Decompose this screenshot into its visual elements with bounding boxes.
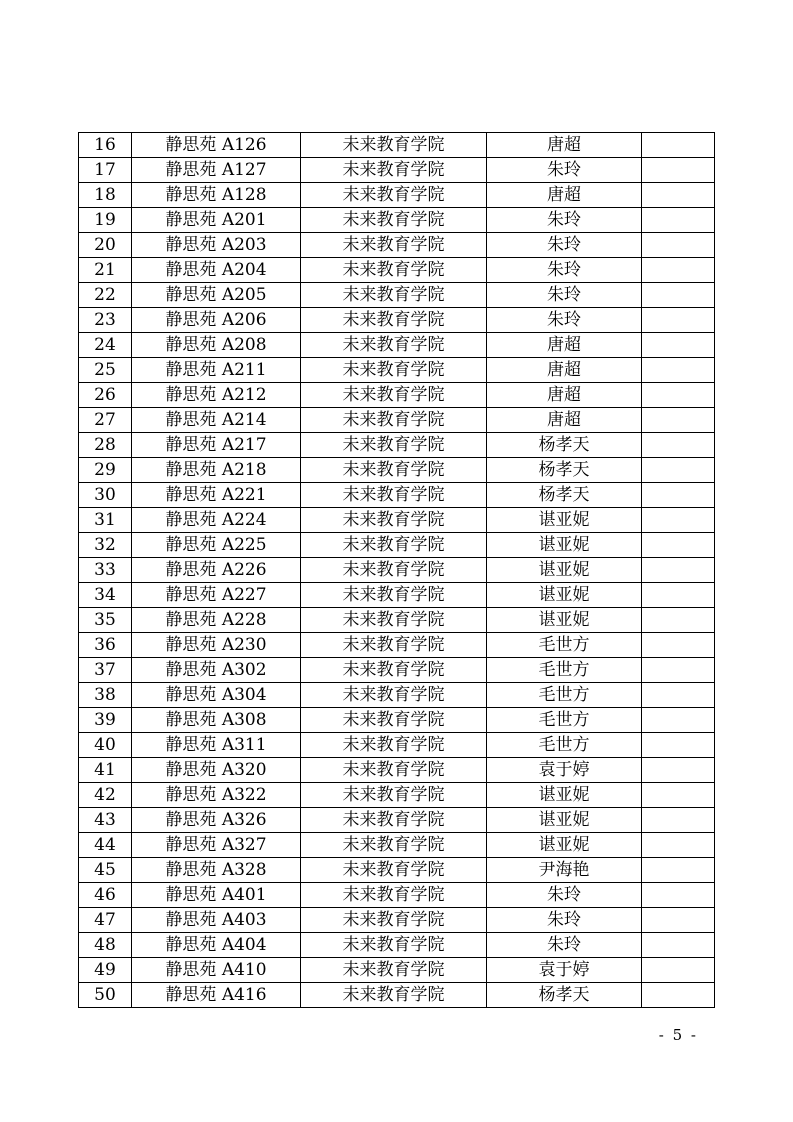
cell-number: 48	[79, 933, 132, 958]
cell-college: 未来教育学院	[301, 833, 487, 858]
page-number: - 5 -	[658, 1026, 698, 1044]
cell-note	[642, 158, 715, 183]
table-row	[79, 358, 715, 383]
cell-note	[642, 583, 715, 608]
cell-number: 43	[79, 808, 132, 833]
cell-number: 44	[79, 833, 132, 858]
cell-room: 静思苑 A203	[132, 233, 301, 258]
cell-note	[642, 533, 715, 558]
cell-number: 40	[79, 733, 132, 758]
cell-college: 未来教育学院	[301, 958, 487, 983]
cell-person: 毛世方	[487, 683, 642, 708]
cell-room: 静思苑 A322	[132, 783, 301, 808]
cell-room: 静思苑 A416	[132, 983, 301, 1008]
table-row	[79, 208, 715, 233]
cell-room: 静思苑 A228	[132, 608, 301, 633]
cell-number: 26	[79, 383, 132, 408]
cell-person: 袁于婷	[487, 958, 642, 983]
cell-room: 静思苑 A126	[132, 133, 301, 158]
cell-note	[642, 933, 715, 958]
cell-note	[642, 333, 715, 358]
cell-room: 静思苑 A326	[132, 808, 301, 833]
table-row	[79, 483, 715, 508]
cell-college: 未来教育学院	[301, 583, 487, 608]
cell-note	[642, 883, 715, 908]
cell-note	[642, 758, 715, 783]
cell-person: 唐超	[487, 183, 642, 208]
dormitory-table	[78, 132, 715, 1008]
cell-college: 未来教育学院	[301, 208, 487, 233]
cell-number: 29	[79, 458, 132, 483]
cell-note	[642, 383, 715, 408]
cell-person: 尹海艳	[487, 858, 642, 883]
cell-college: 未来教育学院	[301, 733, 487, 758]
cell-college: 未来教育学院	[301, 933, 487, 958]
cell-person: 朱玲	[487, 933, 642, 958]
table-row	[79, 383, 715, 408]
cell-person: 朱玲	[487, 208, 642, 233]
table-row	[79, 183, 715, 208]
cell-college: 未来教育学院	[301, 358, 487, 383]
table-row	[79, 608, 715, 633]
cell-room: 静思苑 A214	[132, 408, 301, 433]
cell-room: 静思苑 A311	[132, 733, 301, 758]
cell-college: 未来教育学院	[301, 308, 487, 333]
cell-number: 30	[79, 483, 132, 508]
cell-note	[642, 633, 715, 658]
table-row	[79, 458, 715, 483]
cell-number: 23	[79, 308, 132, 333]
cell-person: 唐超	[487, 133, 642, 158]
cell-number: 50	[79, 983, 132, 1008]
cell-room: 静思苑 A204	[132, 258, 301, 283]
table-row	[79, 683, 715, 708]
table-row	[79, 633, 715, 658]
cell-room: 静思苑 A302	[132, 658, 301, 683]
table-row	[79, 408, 715, 433]
cell-college: 未来教育学院	[301, 233, 487, 258]
cell-room: 静思苑 A320	[132, 758, 301, 783]
cell-college: 未来教育学院	[301, 683, 487, 708]
cell-number: 37	[79, 658, 132, 683]
cell-number: 17	[79, 158, 132, 183]
cell-college: 未来教育学院	[301, 808, 487, 833]
cell-room: 静思苑 A328	[132, 858, 301, 883]
cell-college: 未来教育学院	[301, 558, 487, 583]
cell-room: 静思苑 A227	[132, 583, 301, 608]
cell-room: 静思苑 A205	[132, 283, 301, 308]
cell-note	[642, 858, 715, 883]
table-row	[79, 308, 715, 333]
cell-room: 静思苑 A410	[132, 958, 301, 983]
cell-person: 唐超	[487, 383, 642, 408]
table-row	[79, 233, 715, 258]
cell-person: 谌亚妮	[487, 608, 642, 633]
cell-room: 静思苑 A221	[132, 483, 301, 508]
cell-person: 朱玲	[487, 308, 642, 333]
cell-person: 毛世方	[487, 708, 642, 733]
cell-person: 谌亚妮	[487, 783, 642, 808]
cell-person: 唐超	[487, 358, 642, 383]
cell-person: 谌亚妮	[487, 833, 642, 858]
cell-person: 毛世方	[487, 633, 642, 658]
cell-number: 18	[79, 183, 132, 208]
cell-note	[642, 558, 715, 583]
cell-room: 静思苑 A327	[132, 833, 301, 858]
table-row	[79, 533, 715, 558]
cell-college: 未来教育学院	[301, 283, 487, 308]
cell-note	[642, 908, 715, 933]
cell-college: 未来教育学院	[301, 433, 487, 458]
table-row	[79, 658, 715, 683]
cell-person: 朱玲	[487, 258, 642, 283]
cell-person: 毛世方	[487, 658, 642, 683]
cell-note	[642, 733, 715, 758]
cell-note	[642, 408, 715, 433]
cell-college: 未来教育学院	[301, 658, 487, 683]
cell-room: 静思苑 A128	[132, 183, 301, 208]
cell-number: 38	[79, 683, 132, 708]
cell-person: 杨孝天	[487, 433, 642, 458]
cell-note	[642, 308, 715, 333]
table-row	[79, 783, 715, 808]
table-row	[79, 933, 715, 958]
table-row	[79, 883, 715, 908]
cell-number: 24	[79, 333, 132, 358]
cell-note	[642, 133, 715, 158]
cell-person: 杨孝天	[487, 983, 642, 1008]
cell-person: 朱玲	[487, 158, 642, 183]
cell-college: 未来教育学院	[301, 908, 487, 933]
cell-college: 未来教育学院	[301, 758, 487, 783]
cell-room: 静思苑 A212	[132, 383, 301, 408]
cell-number: 34	[79, 583, 132, 608]
cell-note	[642, 358, 715, 383]
cell-number: 22	[79, 283, 132, 308]
cell-number: 35	[79, 608, 132, 633]
table-row	[79, 958, 715, 983]
cell-note	[642, 958, 715, 983]
cell-college: 未来教育学院	[301, 533, 487, 558]
cell-college: 未来教育学院	[301, 383, 487, 408]
cell-number: 33	[79, 558, 132, 583]
cell-person: 朱玲	[487, 283, 642, 308]
cell-note	[642, 458, 715, 483]
cell-note	[642, 658, 715, 683]
cell-note	[642, 833, 715, 858]
cell-person: 朱玲	[487, 908, 642, 933]
table-row	[79, 808, 715, 833]
cell-number: 47	[79, 908, 132, 933]
table-row	[79, 708, 715, 733]
cell-college: 未来教育学院	[301, 783, 487, 808]
cell-number: 19	[79, 208, 132, 233]
cell-room: 静思苑 A211	[132, 358, 301, 383]
table-row	[79, 508, 715, 533]
cell-person: 唐超	[487, 333, 642, 358]
cell-number: 39	[79, 708, 132, 733]
cell-number: 42	[79, 783, 132, 808]
cell-college: 未来教育学院	[301, 708, 487, 733]
cell-college: 未来教育学院	[301, 483, 487, 508]
cell-college: 未来教育学院	[301, 858, 487, 883]
cell-number: 46	[79, 883, 132, 908]
cell-note	[642, 783, 715, 808]
cell-note	[642, 258, 715, 283]
table-row	[79, 333, 715, 358]
cell-room: 静思苑 A127	[132, 158, 301, 183]
cell-college: 未来教育学院	[301, 608, 487, 633]
cell-college: 未来教育学院	[301, 133, 487, 158]
cell-person: 朱玲	[487, 883, 642, 908]
table-row	[79, 433, 715, 458]
cell-college: 未来教育学院	[301, 258, 487, 283]
cell-note	[642, 808, 715, 833]
cell-note	[642, 983, 715, 1008]
cell-room: 静思苑 A403	[132, 908, 301, 933]
cell-note	[642, 233, 715, 258]
cell-note	[642, 483, 715, 508]
cell-room: 静思苑 A226	[132, 558, 301, 583]
table-row	[79, 733, 715, 758]
table-row	[79, 908, 715, 933]
cell-person: 毛世方	[487, 733, 642, 758]
cell-person: 杨孝天	[487, 483, 642, 508]
cell-college: 未来教育学院	[301, 508, 487, 533]
cell-note	[642, 183, 715, 208]
cell-room: 静思苑 A208	[132, 333, 301, 358]
cell-note	[642, 208, 715, 233]
cell-note	[642, 608, 715, 633]
cell-person: 朱玲	[487, 233, 642, 258]
table-row	[79, 858, 715, 883]
cell-number: 49	[79, 958, 132, 983]
cell-college: 未来教育学院	[301, 883, 487, 908]
cell-person: 谌亚妮	[487, 558, 642, 583]
cell-person: 谌亚妮	[487, 508, 642, 533]
cell-person: 杨孝天	[487, 458, 642, 483]
cell-number: 31	[79, 508, 132, 533]
cell-college: 未来教育学院	[301, 333, 487, 358]
cell-college: 未来教育学院	[301, 158, 487, 183]
table-row	[79, 133, 715, 158]
table-row	[79, 983, 715, 1008]
cell-college: 未来教育学院	[301, 408, 487, 433]
cell-room: 静思苑 A224	[132, 508, 301, 533]
cell-person: 谌亚妮	[487, 533, 642, 558]
table-row	[79, 833, 715, 858]
cell-room: 静思苑 A201	[132, 208, 301, 233]
table-row	[79, 158, 715, 183]
cell-number: 45	[79, 858, 132, 883]
cell-room: 静思苑 A225	[132, 533, 301, 558]
cell-number: 16	[79, 133, 132, 158]
table-row	[79, 283, 715, 308]
cell-note	[642, 433, 715, 458]
cell-room: 静思苑 A304	[132, 683, 301, 708]
cell-person: 袁于婷	[487, 758, 642, 783]
cell-room: 静思苑 A230	[132, 633, 301, 658]
cell-person: 谌亚妮	[487, 808, 642, 833]
cell-room: 静思苑 A308	[132, 708, 301, 733]
cell-person: 谌亚妮	[487, 583, 642, 608]
cell-note	[642, 683, 715, 708]
table-row	[79, 558, 715, 583]
cell-number: 32	[79, 533, 132, 558]
cell-number: 28	[79, 433, 132, 458]
cell-room: 静思苑 A404	[132, 933, 301, 958]
table-body	[79, 133, 715, 1008]
cell-number: 27	[79, 408, 132, 433]
cell-number: 25	[79, 358, 132, 383]
cell-college: 未来教育学院	[301, 183, 487, 208]
cell-note	[642, 283, 715, 308]
cell-note	[642, 708, 715, 733]
cell-number: 21	[79, 258, 132, 283]
cell-room: 静思苑 A218	[132, 458, 301, 483]
cell-room: 静思苑 A206	[132, 308, 301, 333]
cell-number: 41	[79, 758, 132, 783]
cell-room: 静思苑 A401	[132, 883, 301, 908]
table-row	[79, 583, 715, 608]
cell-number: 20	[79, 233, 132, 258]
cell-college: 未来教育学院	[301, 458, 487, 483]
cell-college: 未来教育学院	[301, 633, 487, 658]
cell-room: 静思苑 A217	[132, 433, 301, 458]
cell-note	[642, 508, 715, 533]
cell-number: 36	[79, 633, 132, 658]
cell-person: 唐超	[487, 408, 642, 433]
table-row	[79, 258, 715, 283]
cell-college: 未来教育学院	[301, 983, 487, 1008]
table-row	[79, 758, 715, 783]
